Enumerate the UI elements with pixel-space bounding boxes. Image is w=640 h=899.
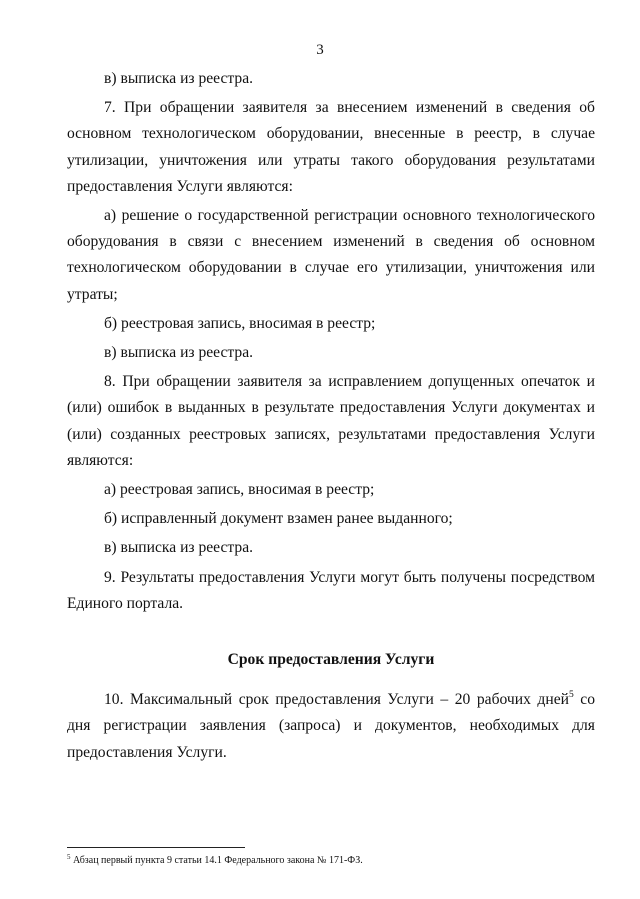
paragraph-item-b: б) реестровая запись, вносимая в реестр; — [104, 314, 376, 332]
paragraph-7: 7. При обращении заявителя за внесением изменений в сведения об основном технологическом оборудовании, внесенные в реестр, в случае утилизации, уничтожения или утраты такого оборудования результатами предоставления Услуги являются: — [67, 99, 595, 195]
paragraph-item-v: в) выписка из реестра. — [104, 539, 254, 557]
paragraph-item-a: а) решение о государственной регистрации основного технологического оборудования в связи с внесением изменений в сведения об основном технологическом оборудовании в случае его утилизации, уничтожения или утраты; — [67, 207, 595, 303]
paragraph-item-v: в) выписка из реестра. — [104, 70, 254, 87]
paragraph-8: 8. При обращении заявителя за исправлением допущенных опечаток и (или) ошибок в выданных в результате предоставления Услуги документах и (или) созданных реестровых записях, результатами предоставления Услуги являются: — [67, 373, 595, 469]
footnote-separator — [67, 847, 245, 848]
paragraph-item-b: б) исправленный документ взамен ранее выданного; — [104, 510, 453, 528]
footnote-reference: 5 — [568, 690, 574, 701]
paragraph-10-text-cont: со дня регистрации заявления (запроса) и документов, необходимых для предоставления Услуги. — [67, 691, 595, 761]
paragraph-10 — [67, 687, 595, 766]
paragraph-9: 9. Результаты предоставления Услуги могут быть получены посредством Единого портала. — [67, 568, 595, 612]
footnote-text: Абзац первый пункта 9 статьи 14.1 Федерального закона № 171-ФЗ. — [70, 855, 363, 866]
document-body — [67, 66, 595, 766]
footnote-marker: 5 — [67, 853, 71, 861]
page-number: 3 — [316, 42, 324, 58]
footnote — [67, 854, 595, 867]
paragraph-item-a: а) реестровая запись, вносимая в реестр; — [104, 481, 375, 499]
paragraph-item-v: в) выписка из реестра. — [104, 344, 254, 362]
paragraph-10-text: 10. Максимальный срок предоставления Услуги – 20 рабочих дней — [104, 691, 569, 709]
section-heading: Срок предоставления Услуги — [227, 651, 435, 669]
